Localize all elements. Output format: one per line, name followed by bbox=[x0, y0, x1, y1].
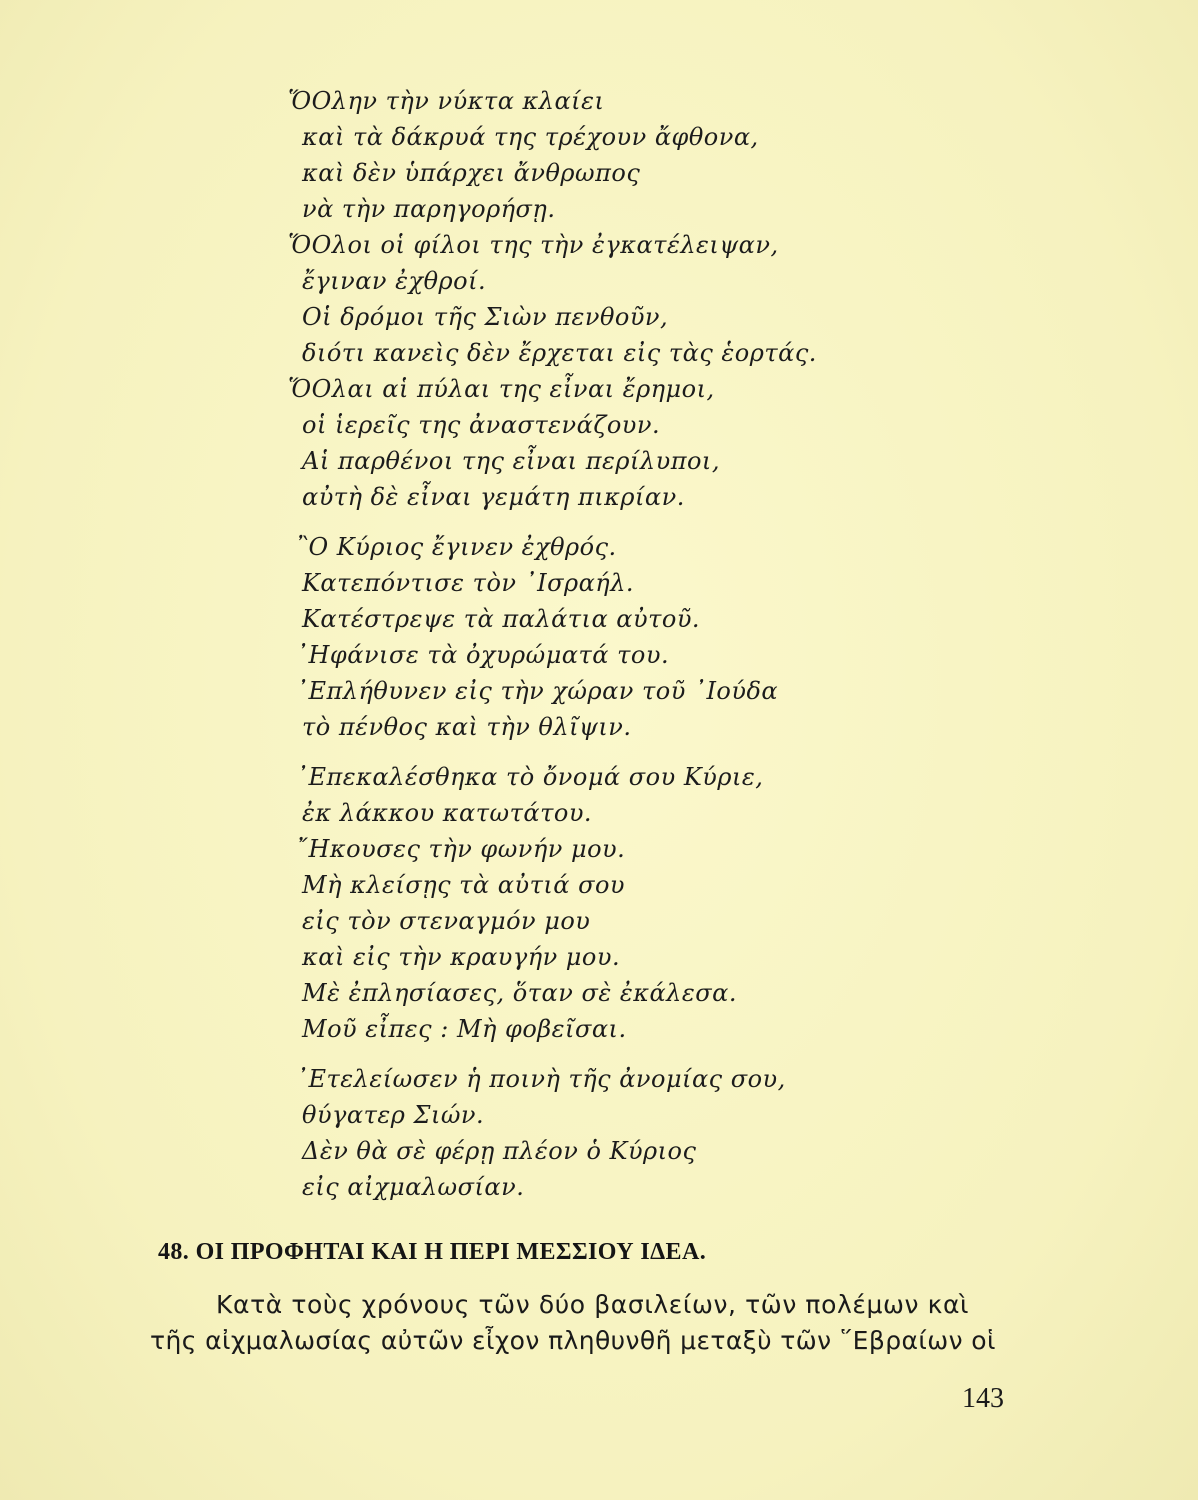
poem-line: Αἱ παρθένοι της εἶναι περίλυποι, bbox=[302, 447, 720, 475]
poem-line: Κατέστρεψε τὰ παλάτια αὐτοῦ. bbox=[302, 605, 701, 633]
poem-line: ἐκ λάκκου κατωτάτου. bbox=[302, 799, 593, 827]
poem-line: ῍Ο Κύριος ἔγινεν ἐχθρός. bbox=[296, 533, 617, 561]
section-heading: 48. ΟΙ ΠΡΟΦΗΤΑΙ ΚΑΙ Η ΠΕΡΙ ΜΕΣΣΙΟΥ ΙΔΕΑ. bbox=[158, 1239, 707, 1265]
poem-line: ἔγιναν ἐχθροί. bbox=[302, 267, 487, 295]
poem-line: καὶ δὲν ὑπάρχει ἄνθρωπος bbox=[302, 159, 641, 187]
poem-line: οἱ ἱερεῖς της ἀναστενάζουν. bbox=[302, 411, 661, 439]
poem-line: ὍΟλαι αἱ πύλαι της εἶναι ἔρημοι, bbox=[288, 375, 715, 403]
poem-line: Δὲν θὰ σὲ φέρῃ πλέον ὁ Κύριος bbox=[302, 1137, 697, 1165]
poem-line: εἰς τὸν στεναγμόν μου bbox=[302, 907, 591, 935]
poem-line: Μὴ κλείσῃς τὰ αὐτιά σου bbox=[302, 871, 626, 899]
poem-line: Οἱ δρόμοι τῆς Σιὼν πενθοῦν, bbox=[302, 303, 669, 331]
poem-line: Μὲ ἐπλησίασες, ὅταν σὲ ἐκάλεσα. bbox=[302, 979, 737, 1007]
poem-line: καὶ τὰ δάκρυά της τρέχουν ἄφθονα, bbox=[302, 123, 759, 151]
paragraph-line: τῆς αἰχμαλωσίας αὐτῶν εἶχον πληθυνθῆ μεταξὺ τῶν ῞Εβραίων οἱ bbox=[150, 1326, 996, 1355]
poem-line: αὐτὴ δὲ εἶναι γεμάτη πικρίαν. bbox=[302, 483, 685, 511]
poem-line: θύγατερ Σιών. bbox=[302, 1101, 485, 1129]
paragraph-line: Κατὰ τοὺς χρόνους τῶν δύο βασιλείων, τῶν πολέμων καὶ bbox=[216, 1290, 970, 1319]
page-number: 143 bbox=[962, 1383, 1004, 1414]
poem-line: νὰ τὴν παρηγορήσῃ. bbox=[302, 195, 556, 223]
poem-line: ὍΟλοι οἱ φίλοι της τὴν ἐγκατέλειψαν, bbox=[288, 231, 779, 259]
poem-line: Κατεπόντισε τὸν ᾿Ισραήλ. bbox=[302, 569, 635, 597]
poem-line: ᾿Επεκαλέσθηκα τὸ ὄνομά σου Κύριε, bbox=[296, 763, 764, 791]
poem-line: ᾿Ηφάνισε τὰ ὀχυρώματά του. bbox=[296, 641, 670, 669]
poem-line: Μοῦ εἶπες : Μὴ φοβεῖσαι. bbox=[302, 1015, 627, 1043]
poem-line: ὍΟλην τὴν νύκτα κλαίει bbox=[288, 87, 605, 115]
poem-line: εἰς αἰχμαλωσίαν. bbox=[302, 1173, 525, 1201]
poem-line: ᾿Επλήθυνεν εἰς τὴν χώραν τοῦ ᾿Ιούδα bbox=[296, 677, 779, 705]
poem-line: καὶ εἰς τὴν κραυγήν μου. bbox=[302, 943, 621, 971]
poem-line: ῎Ηκουσες τὴν φωνήν μου. bbox=[296, 835, 626, 863]
poem-line: ᾿Ετελείωσεν ἡ ποινὴ τῆς ἀνομίας σου, bbox=[296, 1065, 786, 1093]
poem-line: διότι κανεὶς δὲν ἔρχεται εἰς τὰς ἑορτάς. bbox=[302, 339, 817, 367]
poem-line: τὸ πένθος καὶ τὴν θλῖψιν. bbox=[302, 713, 632, 741]
